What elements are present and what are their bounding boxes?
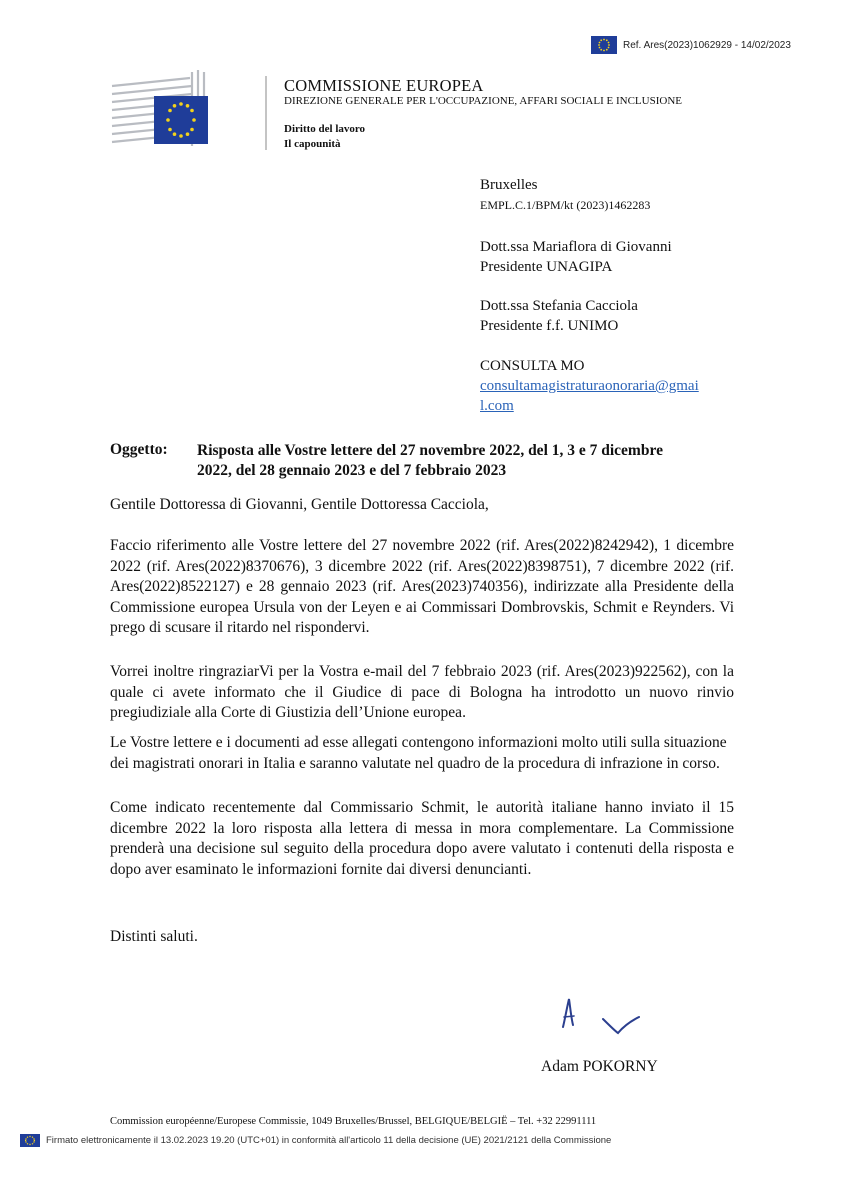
paragraph: Vorrei inoltre ringraziarVi per la Vostra e-mail del 7 febbraio 2023 (rif. Ares(2023)922562), con la quale ci avete informato che il Giudice di pace di Bologna ha introdotto un nuovo rinvio pregiudiziale alla Corte di Giustizia dell’Unione europea. — [110, 663, 734, 721]
signer-name: Adam POKORNY — [541, 1058, 658, 1075]
paragraph: Le Vostre lettere e i documenti ad esse allegati contengono informazioni molto utili sulla situazione dei magistrati onorari in Italia e saranno valutate nel quadro de la procedura di infrazione in corso. — [110, 734, 727, 772]
recipient-role: Presidente UNAGIPA — [480, 259, 613, 275]
recipient-role: Presidente f.f. UNIMO — [480, 318, 619, 334]
organization-name: COMMISSIONE EUROPEA — [284, 76, 484, 95]
footer-address: Commission européenne/Europese Commissie, 1049 Bruxelles/Brussel, BELGIQUE/BELGIË – Tel. +32 22991111 — [110, 1116, 597, 1127]
european-commission-logo — [110, 68, 268, 150]
internal-reference: EMPL.C.1/BPM/kt (2023)1462283 — [480, 198, 651, 212]
email-link-continued[interactable]: l.com — [480, 398, 514, 414]
electronic-signature-text: Firmato elettronicamente il 13.02.2023 19.20 (UTC+01) in conformità all'articolo 11 della decisione (UE) 2021/2121 della Commissione — [46, 1135, 612, 1146]
eu-flag-icon — [20, 1134, 40, 1147]
reference-box — [591, 36, 791, 54]
eu-flag-icon — [591, 36, 617, 54]
unit-line: Diritto del lavoro — [284, 123, 366, 135]
reference-text: Ref. Ares(2023)1062929 - 14/02/2023 — [623, 39, 791, 51]
consulta-name: CONSULTA MO — [480, 358, 585, 374]
recipient-name: Dott.ssa Mariaflora di Giovanni — [480, 239, 672, 255]
unit-role: Il capounità — [284, 138, 341, 150]
subject-line: Risposta alle Vostre lettere del 27 novembre 2022, del 1, 3 e 7 dicembre — [197, 442, 663, 459]
subject-text — [197, 441, 737, 481]
electronic-signature-note — [20, 1134, 611, 1147]
recipient-block — [480, 237, 672, 277]
unit-block — [284, 122, 365, 152]
city: Bruxelles — [480, 177, 538, 193]
closing: Distinti saluti. — [110, 928, 198, 945]
consulta-block — [480, 356, 699, 416]
recipient-block — [480, 296, 638, 336]
email-link[interactable]: consultamagistraturaonoraria@gmai — [480, 378, 699, 394]
paragraph: Come indicato recentemente dal Commissario Schmit, le autorità italiane hanno inviato il 15 dicembre 2022 la loro risposta alla lettera di messa in mora complementare. La Commissione prenderà una decisione sul seguito della procedura dopo avere valutato i contenuti della risposta e dopo aver esaminato le informazioni fornite dai diversi denuncianti. — [110, 799, 734, 878]
subject-label: Oggetto: — [110, 441, 168, 458]
directorate-name: DIREZIONE GENERALE PER L'OCCUPAZIONE, AFFARI SOCIALI E INCLUSIONE — [284, 95, 682, 107]
handwritten-signature — [555, 995, 655, 1040]
recipient-name: Dott.ssa Stefania Cacciola — [480, 298, 638, 314]
paragraph: Faccio riferimento alle Vostre lettere del 27 novembre 2022 (rif. Ares(2022)8242942), 1 dicembre 2022 (rif. Ares(2022)8370676), 3 dicembre 2022 (rif. Ares(2022)8398751), 7 dicembre 2022 (rif. Ares(2022)8522127) e 28 gennaio 2023 (rif. Ares(2023)740356), indirizzate alla Presidente della Commissione europea Ursula von der Leyen e ai Commissari Dombrovskis, Schmit e Reynders. Vi prego di scusare il ritardo nel rispondervi. — [110, 537, 734, 636]
place-block — [480, 175, 650, 215]
salutation: Gentile Dottoressa di Giovanni, Gentile Dottoressa Cacciola, — [110, 496, 489, 513]
subject-line: 2022, del 28 gennaio 2023 e del 7 febbraio 2023 — [197, 462, 507, 479]
